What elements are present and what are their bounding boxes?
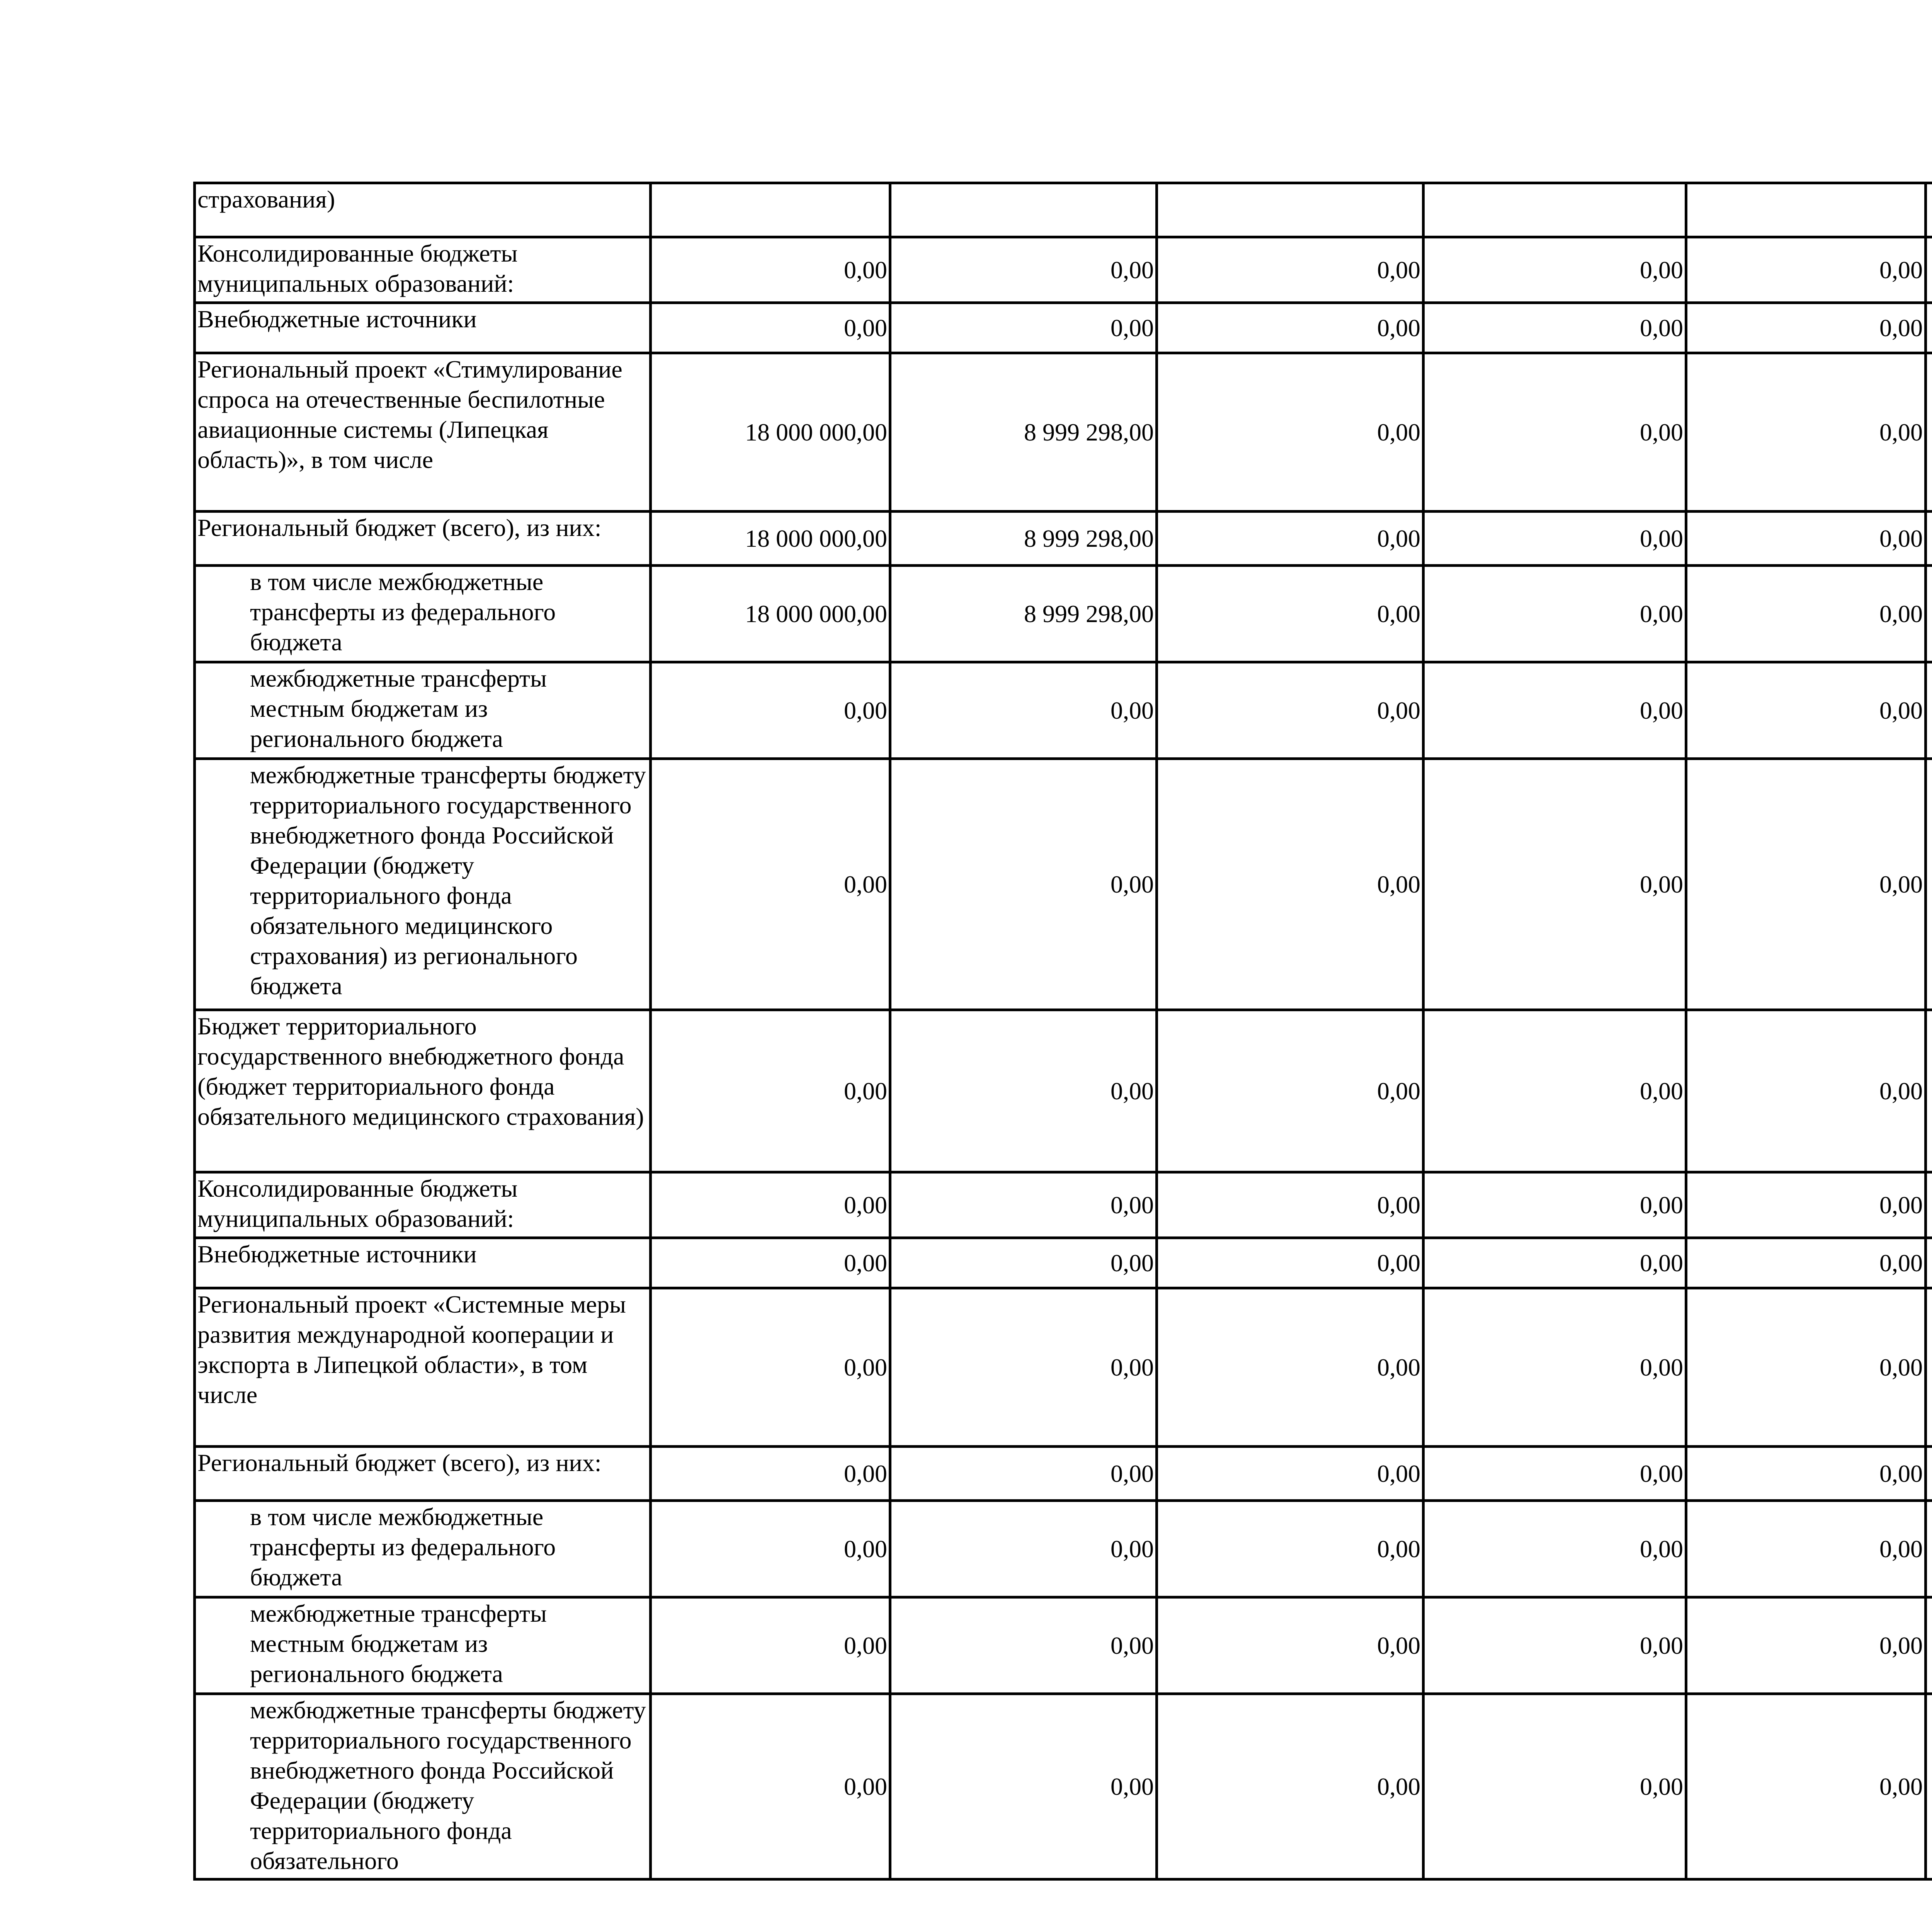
value-cell: 0,00	[651, 1694, 890, 1879]
value-cell: 0,00	[1686, 1238, 1926, 1288]
value-cell: 18 000 000,00	[651, 512, 890, 566]
value-cell: 0,00	[1157, 1172, 1423, 1238]
value-cell	[1926, 1238, 1932, 1288]
value-cell: 18 000 000,00	[651, 566, 890, 662]
value-cell	[1926, 1288, 1932, 1447]
value-cell: 0,00	[1423, 662, 1686, 759]
value-cell: 8 999 298,00	[890, 566, 1157, 662]
value-cell: 0,00	[1686, 1172, 1926, 1238]
value-cell: 0,00	[1423, 759, 1686, 1010]
value-cell: 18 000 000,00	[651, 353, 890, 512]
value-cell: 0,00	[890, 662, 1157, 759]
value-cell: 0,00	[1423, 1238, 1686, 1288]
value-cell: 0,00	[651, 303, 890, 353]
row-label: межбюджетные трансферты местным бюджетам из регионального бюджета	[195, 1597, 651, 1694]
value-cell: 0,00	[890, 1597, 1157, 1694]
value-cell: 0,00	[890, 759, 1157, 1010]
row-label: Внебюджетные источники	[195, 303, 651, 353]
value-cell: 0,00	[1423, 303, 1686, 353]
value-cell: 0,00	[1423, 1694, 1686, 1879]
value-cell: 0,00	[651, 662, 890, 759]
value-cell: 0,00	[651, 1288, 890, 1447]
value-cell: 0,00	[651, 759, 890, 1010]
row-label: в том числе межбюджетные трансферты из федерального бюджета	[195, 1501, 651, 1597]
row-label: Консолидированные бюджеты муниципальных образований:	[195, 237, 651, 303]
value-cell	[1926, 1447, 1932, 1501]
value-cell	[1926, 566, 1932, 662]
value-cell: 0,00	[1423, 566, 1686, 662]
row-label: межбюджетные трансферты бюджету территориального государственного внебюджетного фонда Российской Федерации (бюджету территориального фонда обязательного	[195, 1694, 651, 1879]
value-cell: 0,00	[1157, 662, 1423, 759]
value-cell: 0,00	[1686, 1501, 1926, 1597]
row-label: в том числе межбюджетные трансферты из федерального бюджета	[195, 566, 651, 662]
value-cell: 0,00	[890, 1010, 1157, 1172]
value-cell	[1926, 303, 1932, 353]
table-row	[195, 1597, 1932, 1694]
table-row	[195, 1172, 1932, 1238]
value-cell: 0,00	[890, 1288, 1157, 1447]
table-row	[195, 512, 1932, 566]
value-cell: 0,00	[651, 1447, 890, 1501]
value-cell: 0,00	[1686, 1597, 1926, 1694]
value-cell: 0,00	[1157, 759, 1423, 1010]
row-label: Консолидированные бюджеты муниципальных образований:	[195, 1172, 651, 1238]
value-cell: 0,00	[1157, 1288, 1423, 1447]
row-label: Региональный бюджет (всего), из них:	[195, 1447, 651, 1501]
row-label: Бюджет территориального государственного внебюджетного фонда (бюджет территориального фонда обязательного медицинского страхования)	[195, 1010, 651, 1172]
row-label: Внебюджетные источники	[195, 1238, 651, 1288]
value-cell: 0,00	[1686, 303, 1926, 353]
value-cell: 0,00	[1686, 353, 1926, 512]
value-cell: 0,00	[1423, 1172, 1686, 1238]
value-cell: 0,00	[1686, 566, 1926, 662]
value-cell: 8 999 298,00	[890, 353, 1157, 512]
table-row	[195, 1694, 1932, 1879]
value-cell: 0,00	[1423, 1501, 1686, 1597]
value-cell	[1926, 512, 1932, 566]
budget-table	[193, 182, 1932, 1881]
value-cell: 0,00	[1423, 353, 1686, 512]
value-cell: 0,00	[1157, 512, 1423, 566]
value-cell: 0,00	[1686, 1694, 1926, 1879]
row-label: Региональный бюджет (всего), из них:	[195, 512, 651, 566]
value-cell: 8 999 298,00	[890, 512, 1157, 566]
value-cell: 0,00	[1157, 1447, 1423, 1501]
value-cell: 0,00	[890, 1501, 1157, 1597]
row-label: межбюджетные трансферты местным бюджетам из регионального бюджета	[195, 662, 651, 759]
row-label: межбюджетные трансферты бюджету территориального государственного внебюджетного фонда Российской Федерации (бюджету территориального фонда обязательного медицинского страхования) из регионального бюджета	[195, 759, 651, 1010]
value-cell: 0,00	[1157, 566, 1423, 662]
table-row	[195, 1288, 1932, 1447]
value-cell: 0,00	[1157, 237, 1423, 303]
table-row	[195, 759, 1932, 1010]
value-cell	[1926, 237, 1932, 303]
value-cell	[1926, 353, 1932, 512]
value-cell: 0,00	[890, 1447, 1157, 1501]
value-cell: 0,00	[1686, 1447, 1926, 1501]
table-row	[195, 1501, 1932, 1597]
value-cell: 0,00	[1686, 512, 1926, 566]
table-row	[195, 183, 1932, 237]
value-cell	[1926, 1010, 1932, 1172]
value-cell	[890, 183, 1157, 237]
value-cell: 0,00	[1686, 759, 1926, 1010]
value-cell: 0,00	[651, 237, 890, 303]
table-body	[195, 183, 1932, 1879]
value-cell: 0,00	[1423, 1597, 1686, 1694]
value-cell: 0,00	[890, 1694, 1157, 1879]
value-cell: 0,00	[1157, 1010, 1423, 1172]
value-cell	[1157, 183, 1423, 237]
value-cell	[1926, 183, 1932, 237]
value-cell: 0,00	[890, 237, 1157, 303]
value-cell: 0,00	[651, 1238, 890, 1288]
value-cell: 0,00	[651, 1172, 890, 1238]
value-cell	[1926, 1501, 1932, 1597]
value-cell: 0,00	[651, 1010, 890, 1172]
value-cell: 0,00	[890, 1238, 1157, 1288]
value-cell: 0,00	[1157, 1501, 1423, 1597]
value-cell: 0,00	[651, 1501, 890, 1597]
value-cell	[1423, 183, 1686, 237]
value-cell: 0,00	[1157, 353, 1423, 512]
value-cell	[1926, 1597, 1932, 1694]
value-cell	[651, 183, 890, 237]
value-cell: 0,00	[1157, 1694, 1423, 1879]
value-cell: 0,00	[1423, 237, 1686, 303]
value-cell: 0,00	[1423, 1447, 1686, 1501]
row-label: страхования)	[195, 183, 651, 237]
value-cell: 0,00	[1423, 1288, 1686, 1447]
value-cell: 0,00	[1157, 1238, 1423, 1288]
value-cell: 0,00	[1423, 1010, 1686, 1172]
value-cell	[1926, 662, 1932, 759]
value-cell	[1926, 759, 1932, 1010]
row-label: Региональный проект «Системные меры развития международной кооперации и экспорта в Липецкой области», в том числе	[195, 1288, 651, 1447]
value-cell: 0,00	[890, 1172, 1157, 1238]
value-cell	[1686, 183, 1926, 237]
table-row	[195, 237, 1932, 303]
value-cell: 0,00	[1686, 662, 1926, 759]
value-cell: 0,00	[1157, 1597, 1423, 1694]
table-row	[195, 303, 1932, 353]
row-label: Региональный проект «Стимулирование спроса на отечественные беспилотные авиационные системы (Липецкая область)», в том числе	[195, 353, 651, 512]
value-cell: 0,00	[651, 1597, 890, 1694]
table-row	[195, 566, 1932, 662]
table-row	[195, 1447, 1932, 1501]
table-row	[195, 353, 1932, 512]
value-cell: 0,00	[1686, 1010, 1926, 1172]
value-cell	[1926, 1172, 1932, 1238]
table-row	[195, 1010, 1932, 1172]
value-cell	[1926, 1694, 1932, 1879]
value-cell: 0,00	[890, 303, 1157, 353]
value-cell: 0,00	[1157, 303, 1423, 353]
value-cell: 0,00	[1423, 512, 1686, 566]
table-row	[195, 662, 1932, 759]
value-cell: 0,00	[1686, 237, 1926, 303]
value-cell: 0,00	[1686, 1288, 1926, 1447]
table-row	[195, 1238, 1932, 1288]
